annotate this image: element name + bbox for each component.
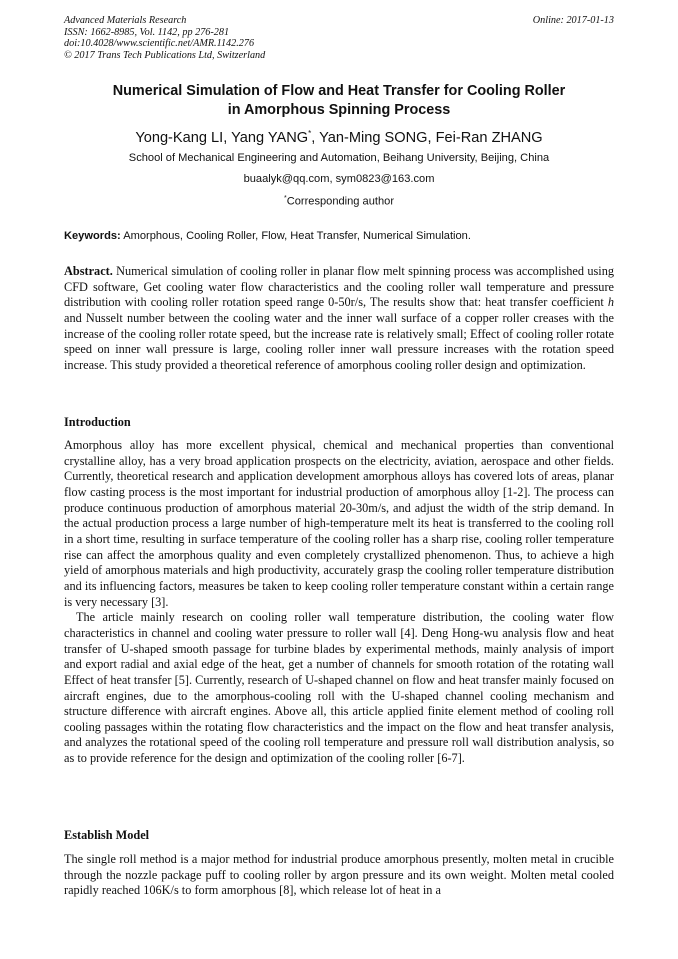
corresponding-note-text: Corresponding author xyxy=(286,195,395,208)
keywords-text: Amorphous, Cooling Roller, Flow, Heat Transfer, Numerical Simulation. xyxy=(120,230,471,242)
issn-line: ISSN: 1662-8985, Vol. 1142, pp 276-281 xyxy=(64,26,230,38)
title-line-2: in Amorphous Spinning Process xyxy=(227,102,451,118)
authors-part-2: , Yan-Ming SONG, Fei-Ran ZHANG xyxy=(311,129,543,146)
authors-part-1: Yong-Kang LI, Yang YANG xyxy=(135,129,309,146)
paper-title xyxy=(64,82,614,120)
corresponding-mark: * xyxy=(308,129,312,138)
affiliation: School of Mechanical Engineering and Automation, Beihang University, Beijing, China xyxy=(128,152,550,164)
corresponding-note xyxy=(64,191,614,210)
abstract-label: Abstract. xyxy=(64,264,113,278)
doi-line: doi:10.4028/www.scientific.net/AMR.1142.276 xyxy=(64,38,255,50)
online-date: Online: 2017-01-13 xyxy=(532,15,614,26)
introduction-paragraph-1: Amorphous alloy has more excellent physical, chemical and mechanical properties than conventional crystalline alloy, has a very broad application prospects on the electricity, aviation, aerospace and other fields. Currently, theoretical research and application development amorphous alloys has covered lots of areas, planar flow casting process is the most important for industrial production of amorphous alloy [1-2]. The process can produce continuous production of amorphous material 20-30m/s, and adjust the width of the strip demand. In the actual production process a large number of high-temperature melt its heat is transferred to the cooling roll in a short time, resulting in surface temperature of the cooling roller has a sharp rise, cooling roller temperature rise can affect the amorphous quality and even completely crystallized phenomenon. Thus, to achieve a high yield of amorphous materials and high productivity, accurately grasp the cooling roller temperature distribution and its influencing factors, measures be taken to keep cooling roller temperature constant within a certain range is very necessary [3]. xyxy=(64,438,614,609)
establish-model-heading: Establish Model xyxy=(64,828,150,842)
introduction-heading: Introduction xyxy=(64,415,131,429)
author-emails: buaalyk@qq.com, sym0823@163.com xyxy=(243,173,435,185)
abstract-symbol-h: h xyxy=(607,295,614,310)
journal-name: Advanced Materials Research xyxy=(64,15,187,26)
keywords-label: Keywords: xyxy=(64,230,121,242)
abstract-text-2: and Nusselt number between the cooling water and the inner wall surface of a copper roller creases with the increase of the cooling roller rotate speed, but the increase rate is relatively small; Effect of cooling roller rotate speed on inner wall pressure is large, cooling roller inner wall pressure increases with the rotation speed increase. This study provided a theoretical reference of amorphous cooling roller design and optimization. xyxy=(64,310,614,372)
corresponding-note-mark: * xyxy=(283,195,287,202)
introduction-paragraph-2: The article mainly research on cooling roller wall temperature distribution, the cooling water flow characteristics in channel and cooling water pressure to roller wall [4]. Deng Hong-wu analysis flow and heat transfer of U-shaped smooth passage for turbine blades by experimental methods, mainly analysis of import and export radial and axial edge of the heat, get a number of channels for smooth rotation of the rotating wall Effect of heat transfer [5]. Currently, research of U-shaped channel on flow and heat transfer mainly focused on aircraft engines, due to the amorphous-cooling roll with the U-shaped channel cooling mechanism and structure difference with aircraft engines. Above all, this article applied finite element method of cooling roll cooling passages within the rotating flow characteristics and the impact on the flow and heat transfer analysis, and analyzes the rotational speed of the cooling roll temperature and pressure roll wall distribution analysis, so as to provide reference for the design and optimization of the cooling roller [6-7]. xyxy=(64,610,614,766)
author-list xyxy=(64,124,614,148)
abstract xyxy=(64,264,614,374)
journal-header xyxy=(64,15,265,61)
abstract-text-1: Numerical simulation of cooling roller in planar flow melt spinning process was accomplished using CFD software, Get cooling water flow characteristics and the cooling roller wall temperature and pressure distribution with cooling roller rotation speed range 0-50r/s, The results show that: heat transfer coefficient xyxy=(64,264,614,310)
title-line-1: Numerical Simulation of Flow and Heat Transfer for Cooling Roller xyxy=(112,83,566,99)
keywords xyxy=(64,228,614,244)
establish-model-paragraph-1: The single roll method is a major method for industrial produce amorphous presently, molten metal in crucible through the nozzle package puff to cooling roller by argon pressure and its own weight. Molten metal cooled rapidly reached 106K/s to form amorphous [8], which release lot of heat in a xyxy=(64,852,614,898)
establish-model-body xyxy=(64,852,614,899)
copyright-line: © 2017 Trans Tech Publications Ltd, Switzerland xyxy=(64,49,266,61)
introduction-body xyxy=(64,438,614,767)
